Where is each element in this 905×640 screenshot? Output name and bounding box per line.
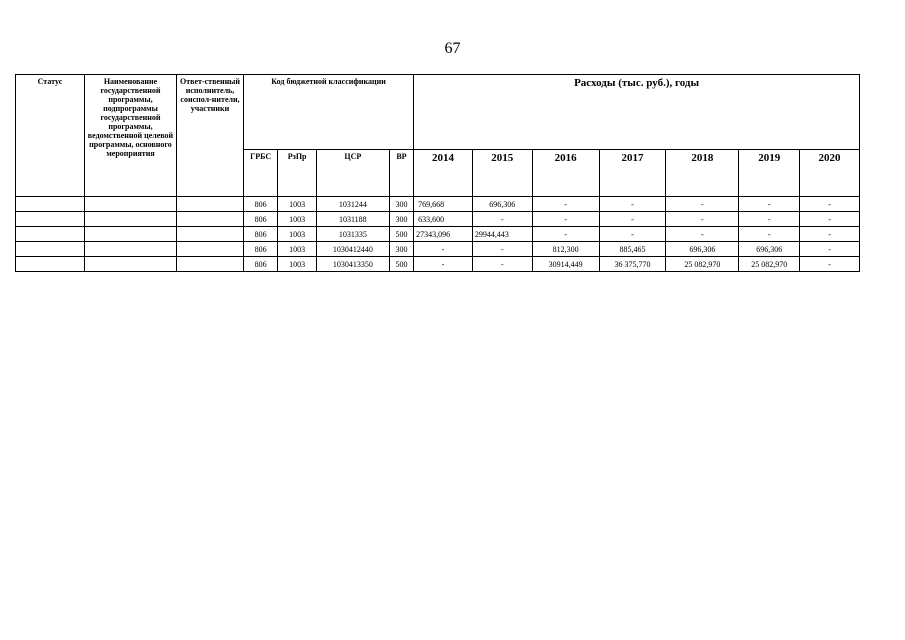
cell-rzpr: 1003 [278,212,316,227]
cell-2020: - [800,197,860,212]
cell-status [16,197,85,212]
table-row [16,242,860,257]
cell-vr: 300 [389,212,413,227]
cell-2016: 30914,449 [532,257,599,272]
table-row [16,227,860,242]
header-year-2019: 2019 [739,150,800,197]
header-year-2020: 2020 [800,150,860,197]
table-row [16,212,860,227]
cell-2020: - [800,212,860,227]
cell-2016: - [532,197,599,212]
cell-rzpr: 1003 [278,242,316,257]
cell-vr: 300 [389,197,413,212]
cell-2016: - [532,212,599,227]
cell-2019: - [739,212,800,227]
cell-2016: - [532,227,599,242]
header-year-2018: 2018 [666,150,739,197]
cell-2019: 696,306 [739,242,800,257]
cell-2018: - [666,197,739,212]
cell-2020: - [800,257,860,272]
cell-vr: 500 [389,227,413,242]
cell-status [16,257,85,272]
cell-executor [177,242,244,257]
table-row [16,257,860,272]
header-code-csr: ЦСР [316,150,389,197]
cell-2017: - [599,212,666,227]
cell-grbs: 806 [243,212,277,227]
page-number: 67 [444,40,461,57]
cell-csr: 1031188 [316,212,389,227]
header-name: Наименование государственной программы, подпрограммы государственной программы, ведомственной целевой программы, основного мероприятия [84,75,176,197]
cell-2018: - [666,212,739,227]
cell-rzpr: 1003 [278,257,316,272]
cell-2018: 696,306 [666,242,739,257]
cell-vr: 500 [389,257,413,272]
header-code-vr: ВР [389,150,413,197]
cell-2014: - [414,257,473,272]
header-code-grbs: ГРБС [243,150,277,197]
header-status: Статус [16,75,85,197]
cell-2017: - [599,227,666,242]
cell-rzpr: 1003 [278,197,316,212]
cell-2018: 25 082,970 [666,257,739,272]
cell-executor [177,227,244,242]
cell-csr: 1030412440 [316,242,389,257]
cell-executor [177,197,244,212]
cell-csr: 1031244 [316,197,389,212]
cell-2015: - [472,242,532,257]
header-code-rzpr: РзПр [278,150,316,197]
cell-2019: 25 082,970 [739,257,800,272]
cell-grbs: 806 [243,257,277,272]
cell-2020: - [800,242,860,257]
cell-2019: - [739,227,800,242]
cell-2017: - [599,197,666,212]
cell-csr: 1030413350 [316,257,389,272]
cell-2018: - [666,227,739,242]
cell-grbs: 806 [243,197,277,212]
cell-2017: 36 375,770 [599,257,666,272]
cell-status [16,212,85,227]
cell-2014: 27343,096 [414,227,473,242]
cell-2014: 769,668 [414,197,473,212]
cell-2015: 696,306 [472,197,532,212]
cell-2016: 812,300 [532,242,599,257]
cell-2017: 885,465 [599,242,666,257]
cell-status [16,242,85,257]
table-row [16,197,860,212]
cell-rzpr: 1003 [278,227,316,242]
cell-csr: 1031335 [316,227,389,242]
cell-name [84,227,176,242]
cell-name [84,212,176,227]
cell-executor [177,212,244,227]
budget-table [15,74,860,272]
cell-2015: 29944,443 [472,227,532,242]
cell-2020: - [800,227,860,242]
header-row-1 [16,75,860,150]
cell-grbs: 806 [243,242,277,257]
cell-2015: - [472,257,532,272]
cell-name [84,257,176,272]
header-year-2014: 2014 [414,150,473,197]
cell-name [84,197,176,212]
header-year-2015: 2015 [472,150,532,197]
cell-status [16,227,85,242]
cell-grbs: 806 [243,227,277,242]
cell-name [84,242,176,257]
cell-executor [177,257,244,272]
cell-2015: - [472,212,532,227]
header-year-2016: 2016 [532,150,599,197]
cell-2014: - [414,242,473,257]
header-code-group: Код бюджетной классификации [243,75,413,150]
header-expenses-group: Расходы (тыс. руб.), годы [414,75,860,150]
header-executor: Ответ-ственный исполнитель, соиспол-нители, участники [177,75,244,197]
cell-2019: - [739,197,800,212]
cell-vr: 300 [389,242,413,257]
cell-2014: 633,600 [414,212,473,227]
header-year-2017: 2017 [599,150,666,197]
